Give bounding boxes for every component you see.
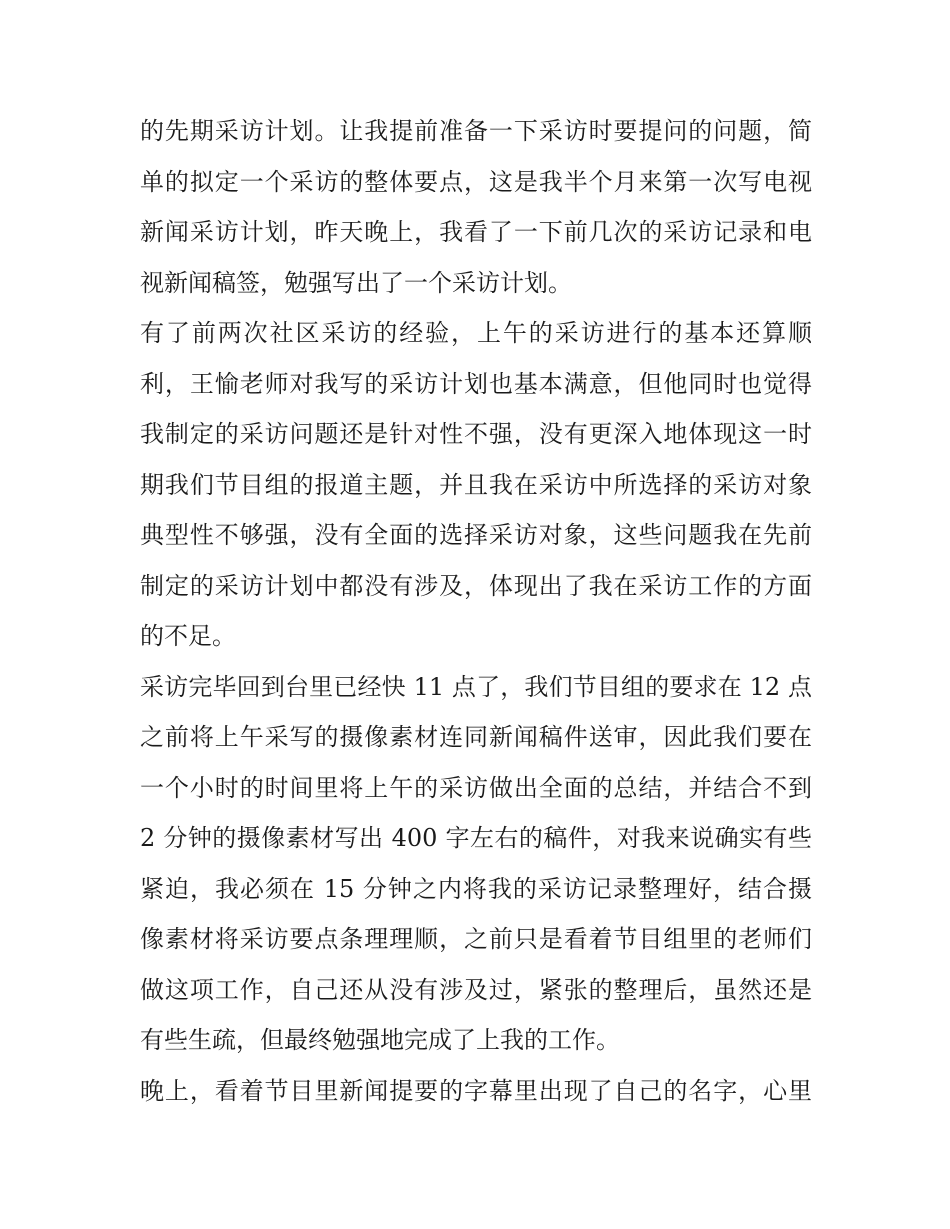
text-line: 期我们节目组的报道主题，并且我在采访中所选择的采访对象 — [140, 470, 812, 499]
text-line: 的不足。 — [140, 622, 236, 650]
text-line: 像素材将采访要点条理理顺，之前只是看着节目组里的老师们 — [140, 925, 812, 953]
text-line: 的先期采访计划。让我提前准备一下采访时要提问的问题，简 — [140, 117, 812, 145]
text-line: 有些生疏，但最终勉强地完成了上我的工作。 — [140, 1026, 620, 1054]
paragraph-4 — [140, 1066, 812, 1117]
text-line: 单的拟定一个采访的整体要点，这是我半个月来第一次写电视 — [140, 167, 812, 196]
document-body — [140, 106, 812, 1116]
paragraph-2 — [140, 308, 812, 662]
text-line: 视新闻稿签，勉强写出了一个采访计划。 — [140, 268, 572, 297]
text-line: 有了前两次社区采访的经验，上午的采访进行的基本还算顺 — [140, 319, 812, 347]
paragraph-3 — [140, 662, 812, 1066]
text-line: 做这项工作，自己还从没有涉及过，紧张的整理后，虽然还是 — [140, 975, 812, 1004]
text-line: 之前将上午采写的摄像素材连同新闻稿件送审，因此我们要在 — [140, 723, 812, 751]
text-line: 利，王愉老师对我写的采访计划也基本满意，但他同时也觉得 — [140, 369, 812, 398]
text-line: 典型性不够强，没有全面的选择采访对象，这些问题我在先前 — [140, 521, 812, 549]
text-line: 晚上，看着节目里新闻提要的字幕里出现了自己的名字，心里 — [140, 1076, 812, 1105]
text-line: 采访完毕回到台里已经快 11 点了，我们节目组的要求在 12 点 — [140, 672, 812, 701]
text-line: 我制定的采访问题还是针对性不强，没有更深入地体现这一时 — [140, 420, 812, 448]
paragraph-1 — [140, 106, 812, 308]
text-line: 新闻采访计划，昨天晚上，我看了一下前几次的采访记录和电 — [140, 218, 812, 246]
text-line: 紧迫，我必须在 15 分钟之内将我的采访记录整理好，结合摄 — [140, 874, 812, 903]
text-line: 2 分钟的摄像素材写出 400 字左右的稿件，对我来说确实有些 — [140, 824, 812, 852]
text-line: 一个小时的时间里将上午的采访做出全面的总结，并结合不到 — [140, 773, 812, 802]
text-line: 制定的采访计划中都没有涉及，体现出了我在采访工作的方面 — [140, 571, 812, 600]
